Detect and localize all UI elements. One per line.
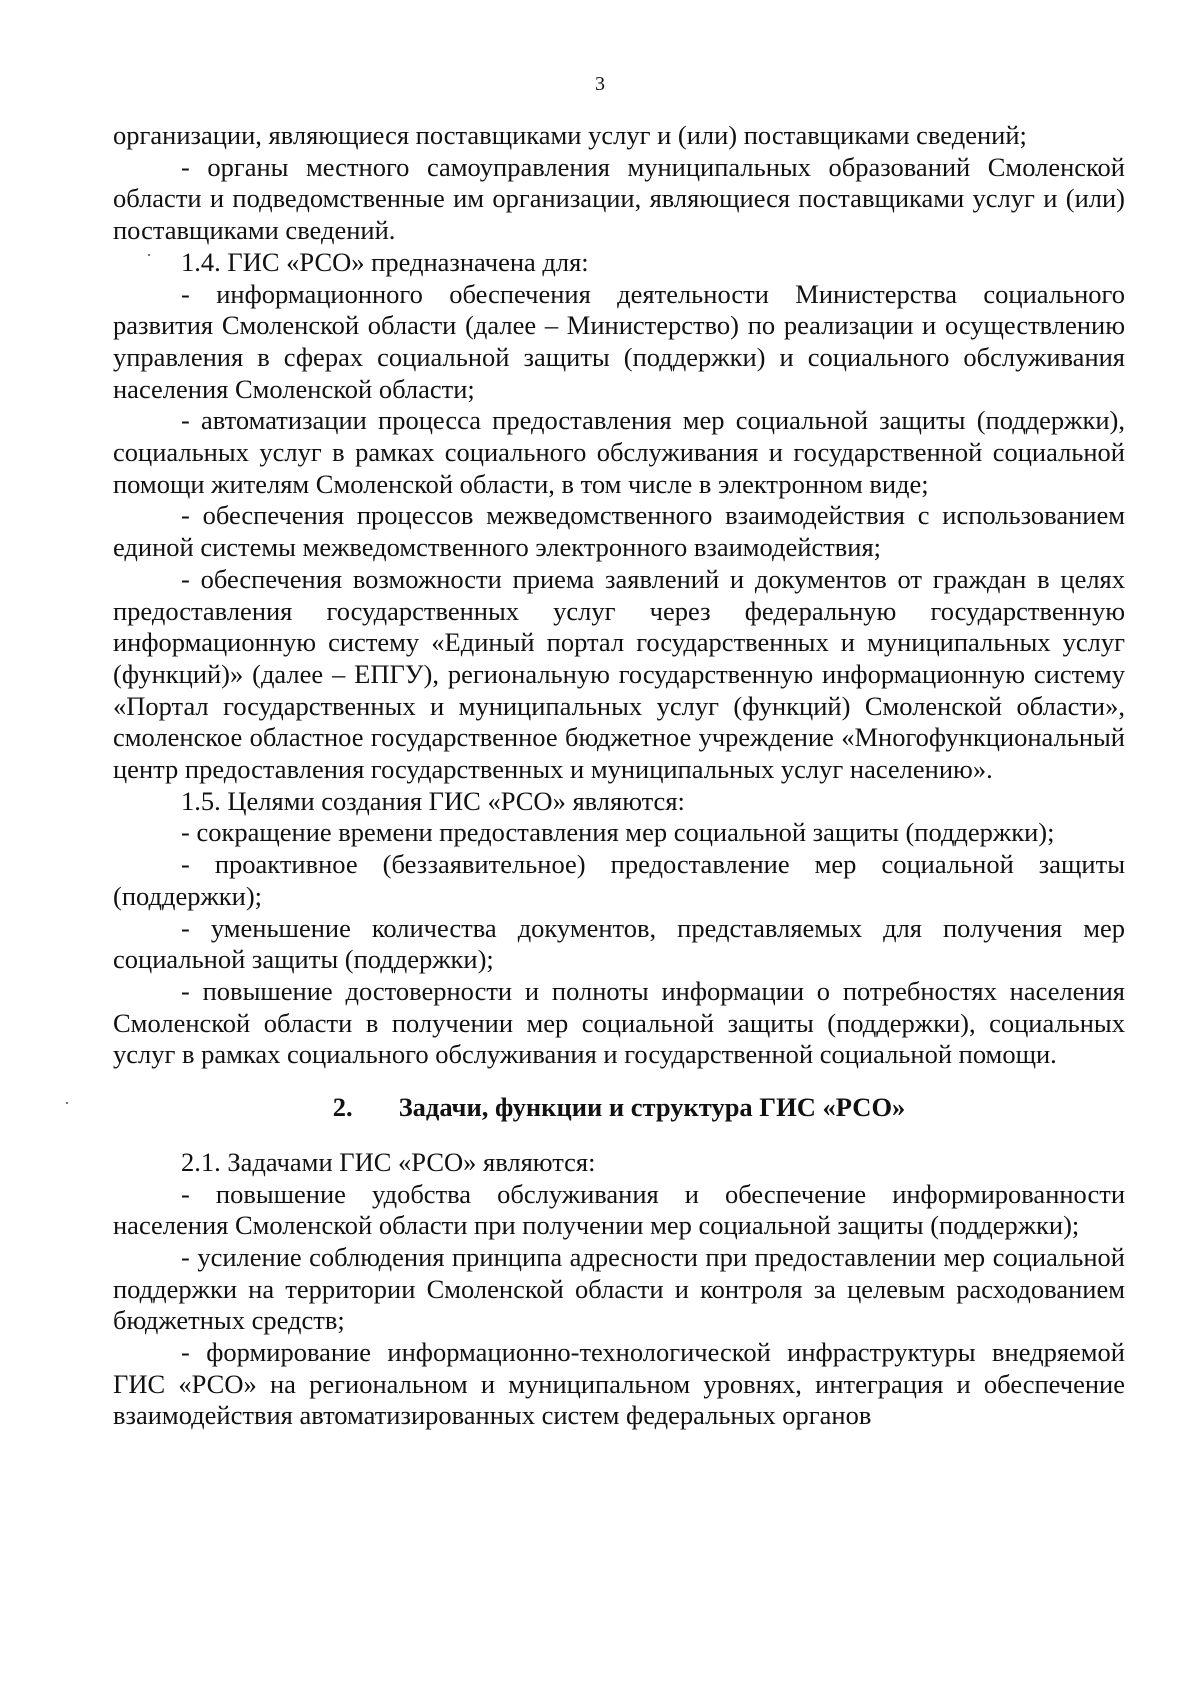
paragraph: - усиление соблюдения принципа адресности при предоставлении мер социальной поддержки на территории Смоленской области и контроля за целевым расходованием бюджетных средств; (113, 1241, 1125, 1336)
paragraph: 1.4. ГИС «РСО» предназначена для: (181, 246, 589, 277)
paragraph: - уменьшение количества документов, представляемых для получения мер социальной защиты (поддержки); (113, 912, 1125, 975)
document-body (113, 120, 1125, 1432)
paragraph: - автоматизации процесса предоставления мер социальной защиты (поддержки), социальных услуг в рамках социального обслуживания и государственной социальной помощи жителям Смоленской области, в том числе в электронном виде; (113, 405, 1125, 499)
section-title: Задачи, функции и структура ГИС «РСО» (398, 1092, 906, 1123)
paragraph: - формирование информационно-технологической инфраструктуры внедряемой ГИС «РСО» на региональном и муниципальном уровнях, интеграция и обеспечение взаимодействия автоматизированных систем федеральных органов (113, 1337, 1125, 1431)
paragraph: организации, являющиеся поставщиками услуг и (или) поставщиками сведений; (113, 120, 1027, 150)
paragraph: - проактивное (беззаявительное) предоставление мер социальной защиты (поддержки); (113, 849, 1125, 911)
section-heading (113, 1092, 1125, 1124)
paragraph: - информационного обеспечения деятельности Министерства социального развития Смоленской области (далее – Министерство) по реализации и осуществлению управления в сферах социальной защиты (поддержки) и социального обслуживания населения Смоленской области; (113, 278, 1125, 404)
paragraph: - органы местного самоуправления муниципальных образований Смоленской области и подведомственные им организации, являющиеся поставщиками услуг и (или) поставщиками сведений. (113, 151, 1125, 246)
paragraph: - обеспечения процессов межведомственного взаимодействия с использованием единой системы межведомственного электронного взаимодействия; (113, 500, 1125, 563)
paragraph: 2.1. Задачами ГИС «РСО» являются: (181, 1146, 596, 1177)
scan-speck (66, 1102, 68, 1104)
paragraph: - сокращение времени предоставления мер социальной защиты (поддержки); (181, 817, 1055, 848)
paragraph: - повышение достоверности и полноты информации о потребностях населения Смоленской области в получении мер социальной защиты (поддержки), социальных услуг в рамках социального обслуживания и государственной социальной помощи. (113, 975, 1125, 1070)
scan-speck (148, 254, 150, 256)
page-number: 3 (595, 73, 605, 95)
paragraph: 1.5. Целями создания ГИС «РСО» являются: (181, 785, 685, 816)
paragraph: - повышение удобства обслуживания и обеспечение информированности населения Смоленской области при получении мер социальной защиты (поддержки); (113, 1178, 1125, 1241)
section-number: 2. (332, 1092, 353, 1123)
paragraph: - обеспечения возможности приема заявлений и документов от граждан в целях предоставления государственных услуг через федеральную государственную информационную систему «Единый портал государственных и муниципальных услуг (функций)» (далее – ЕПГУ), региональную государственную информационную систему «Портал государственных и муниципальных услуг (функций) Смоленской области», смоленское областное государственное бюджетное учреждение «Многофункциональный центр предоставления государственных и муниципальных услуг населению». (113, 563, 1125, 785)
